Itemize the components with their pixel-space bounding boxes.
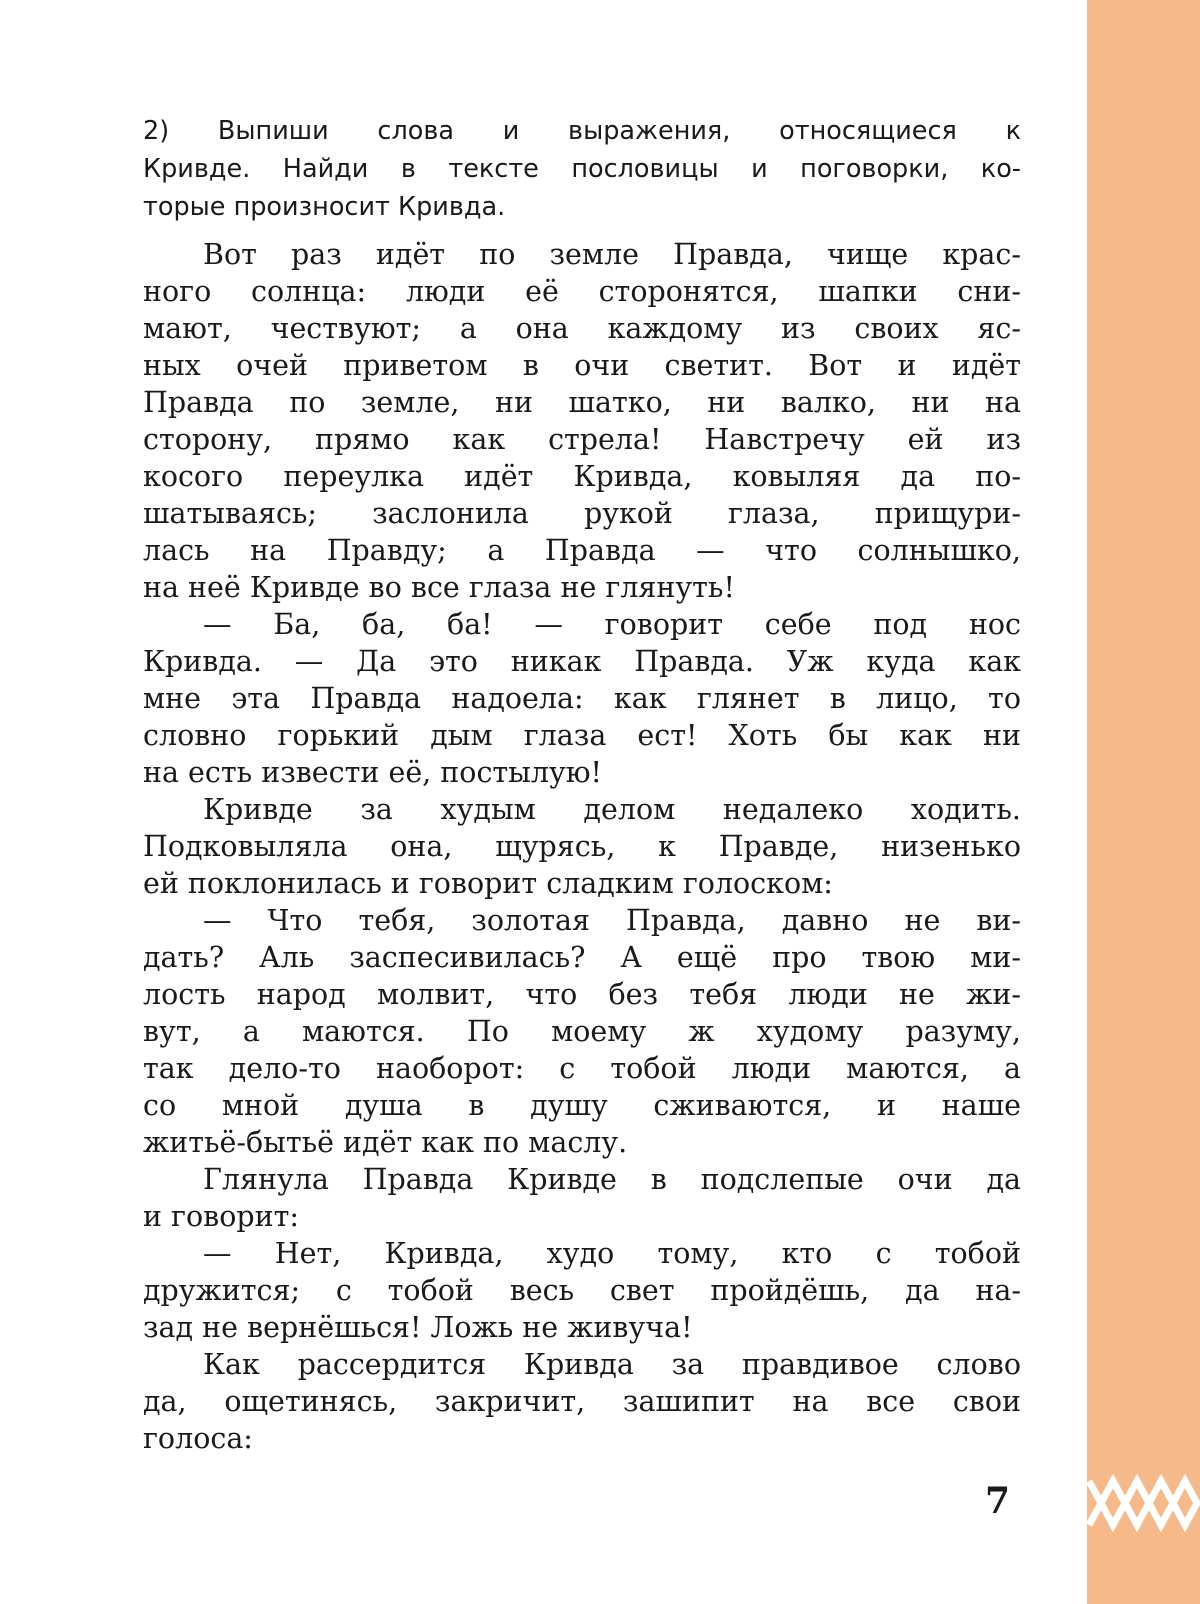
story-line: вут, а маются. По моему ж худому разуму, [143,1015,1021,1048]
story-line: и говорит: [143,1200,299,1233]
story-line: дружится; с тобой весь свет пройдёшь, да на- [143,1274,1021,1307]
story-line: косого переулка идёт Кривда, ковыляя да по- [143,460,1021,493]
story-line: Как рассердится Кривда за правдивое слово [203,1348,1021,1381]
story-line: со мной душа в душу сживаются, и наше [143,1089,1021,1122]
task-line: Кривде. Найди в тексте пословицы и поговорки, ко- [143,154,1021,184]
story-line: Кривде за худым делом недалеко ходить. [203,793,1021,826]
story-line: голоса: [143,1422,253,1455]
story-line: сторону, прямо как стрела! Навстречу ей из [143,423,1021,456]
story-line: на есть извести её, постылую! [143,756,603,789]
story-line: шатываясь; заслонила рукой глаза, прищури- [143,497,1021,530]
ornament-pattern-icon [1087,1473,1200,1533]
story-line: Подковыляла она, щурясь, к Правде, низенько [143,830,1021,863]
story-line: да, ощетинясь, закричит, зашипит на все свои [143,1385,1021,1418]
task-line: 2) Выпиши слова и выражения, относящиеся к [143,116,1021,146]
story-line: Вот раз идёт по земле Правда, чище крас- [203,238,1021,271]
story-line: — Нет, Кривда, худо тому, кто с тобой [203,1237,1021,1270]
story-line: Правда по земле, ни шатко, ни валко, ни на [143,386,1021,419]
story-line: ного солнца: люди её сторонятся, шапки сни- [143,275,1021,308]
story-line: Глянула Правда Кривде в подслепые очи да [203,1163,1021,1196]
page-content [143,112,1021,1457]
story-text [143,236,1021,1457]
story-line: житьё-бытьё идёт как по маслу. [143,1126,628,1159]
story-line: ей поклонилась и говорит сладким голоском: [143,867,833,900]
story-line: Кривда. — Да это никак Правда. Уж куда как [143,645,1021,678]
story-line: ных очей приветом в очи светит. Вот и идёт [143,349,1021,382]
task-instruction [143,112,1021,226]
story-line: зад не вернёшься! Ложь не живуча! [143,1311,693,1344]
story-line: лась на Правду; а Правда — что солнышко, [143,534,1021,567]
story-line: словно горький дым глаза ест! Хоть бы как ни [143,719,1021,752]
story-line: мне эта Правда надоела: как глянет в лицо, то [143,682,1021,715]
decorative-side-band [1087,0,1200,1604]
page-number: 7 [985,1480,1011,1522]
story-line: — Ба, ба, ба! — говорит себе под нос [203,608,1021,641]
task-line: торые произносит Кривда. [143,192,506,222]
story-line: так дело-то наоборот: с тобой люди маются, а [143,1052,1021,1085]
story-line: мают, чествуют; а она каждому из своих яс- [143,312,1021,345]
story-line: дать? Аль заспесивилась? А ещё про твою ми- [143,941,1021,974]
story-line: лость народ молвит, что без тебя люди не жи- [143,978,1021,1011]
story-line: — Что тебя, золотая Правда, давно не ви- [203,904,1021,937]
story-line: на неё Кривде во все глаза не глянуть! [143,571,735,604]
